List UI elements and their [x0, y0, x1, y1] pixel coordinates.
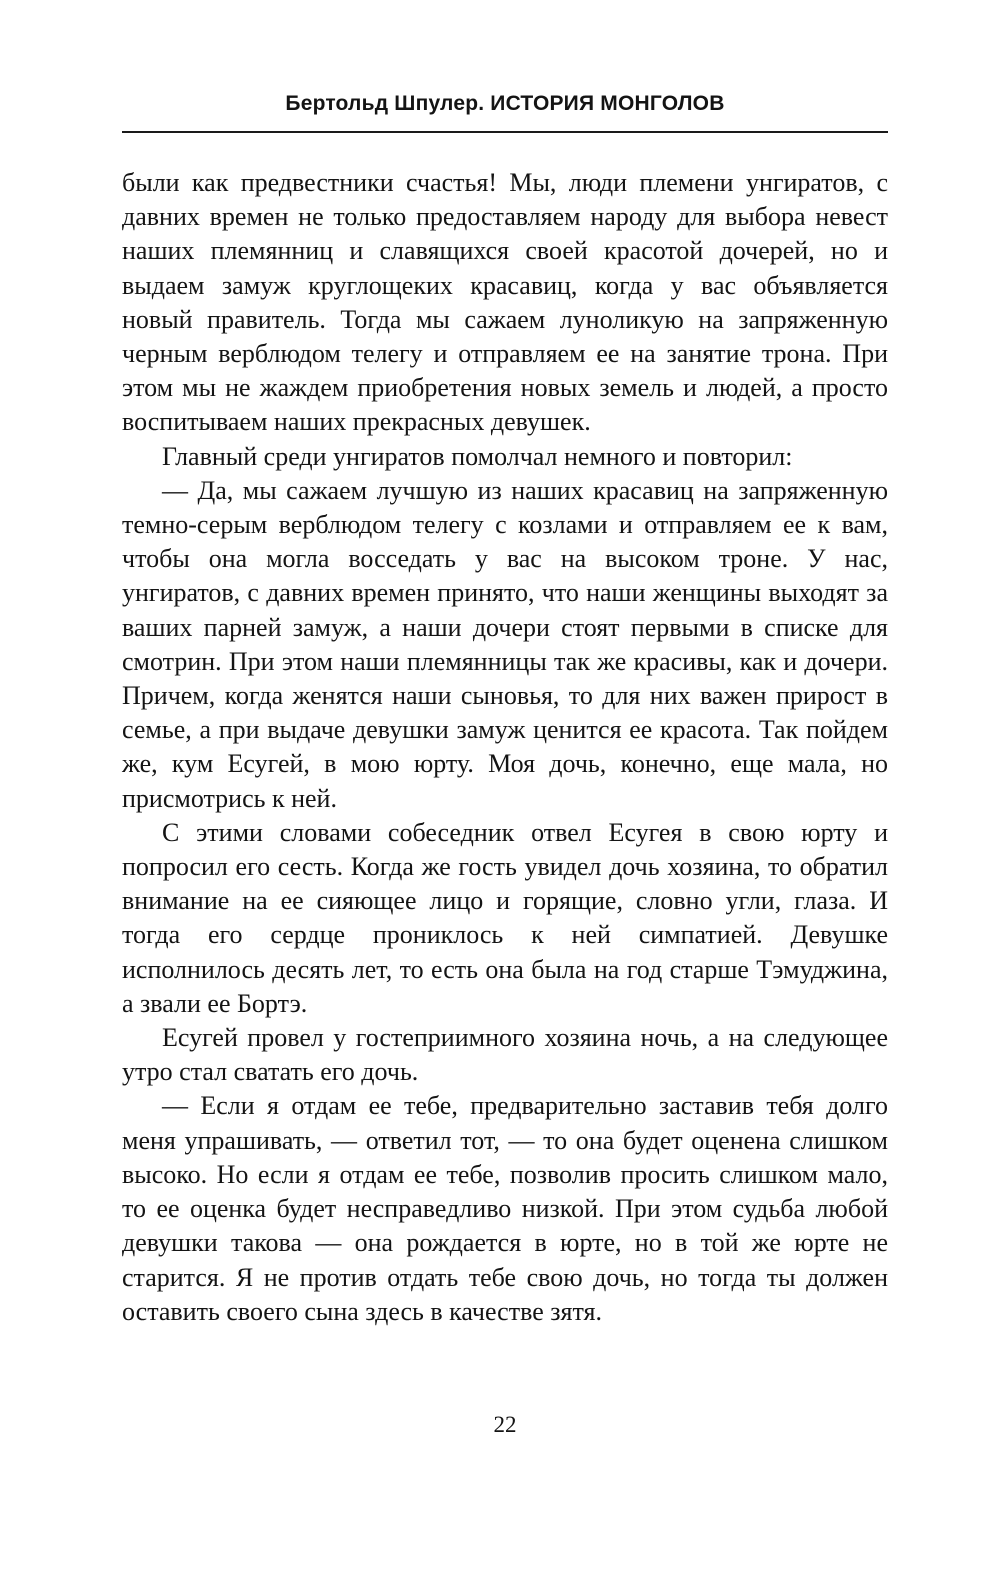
paragraph-1: были как предвестники счастья! Мы, люди племени унгиратов, с давних времен не только предоставляем народу для выбора невест наших племянниц и славящихся своей красотой дочерей, но и выдаем замуж круглощеких красавиц, когда у вас объявляется новый правитель. Тогда мы сажаем луноликую на запряженную черным верблюдом телегу и отправляем ее на занятие трона. При этом мы не жаждем приобретения новых земель и людей, а просто воспитываем наших прекрасных девушек. [122, 168, 888, 437]
page-number: 22 [493, 1412, 517, 1437]
paragraph-3: — Да, мы сажаем лучшую из наших красавиц на запряженную темно-серым верблюдом телегу с козлами и отправляем ее к вам, чтобы она могла восседать у вас на высоком троне. У нас, унгиратов, с давних времен принято, что наши женщины выходят за ваших парней замуж, а наши дочери стоят первыми в списке для смотрин. При этом наши племянницы так же красивы, как и дочери. Причем, когда женятся наши сыновья, то для них важен прирост в семье, а при выдаче девушки замуж ценится ее красота. Так пойдем же, кум Есугей, в мою юрту. Моя дочь, конечно, еще мала, но присмотрись к ней. [122, 475, 888, 813]
paragraph-5: Есугей провел у гостеприимного хозяина ночь, а на следующее утро стал сватать его дочь. [122, 1023, 888, 1087]
body-text [122, 166, 888, 1329]
header-rule [122, 131, 888, 133]
running-head: Бертольд Шпулер. ИСТОРИЯ МОНГОЛОВ [285, 92, 725, 115]
paragraph-6: — Если я отдам ее тебе, предварительно заставив тебя долго меня упрашивать, — ответил тот, — то она будет оценена слишком высоко. Но если я отдам ее тебе, позволив просить слишком мало, то ее оценка будет несправедливо низкой. При этом судьба любой девушки такова — она рождается в юрте, но в той же юрте не старится. Я не против отдать тебе свою дочь, но тогда ты должен оставить своего сына здесь в качестве зятя. [122, 1091, 888, 1326]
paragraph-2: Главный среди унгиратов помолчал немного и повторил: [162, 441, 793, 471]
paragraph-4: С этими словами собеседник отвел Есугея в свою юрту и попросил его сесть. Когда же гость увидел дочь хозяина, то обратил внимание на ее сияющее лицо и горящие, словно угли, глаза. И тогда его сердце прониклось к ней симпатией. Девушке исполнилось десять лет, то есть она была на год старше Тэмуджина, а звали ее Бортэ. [122, 817, 888, 1018]
